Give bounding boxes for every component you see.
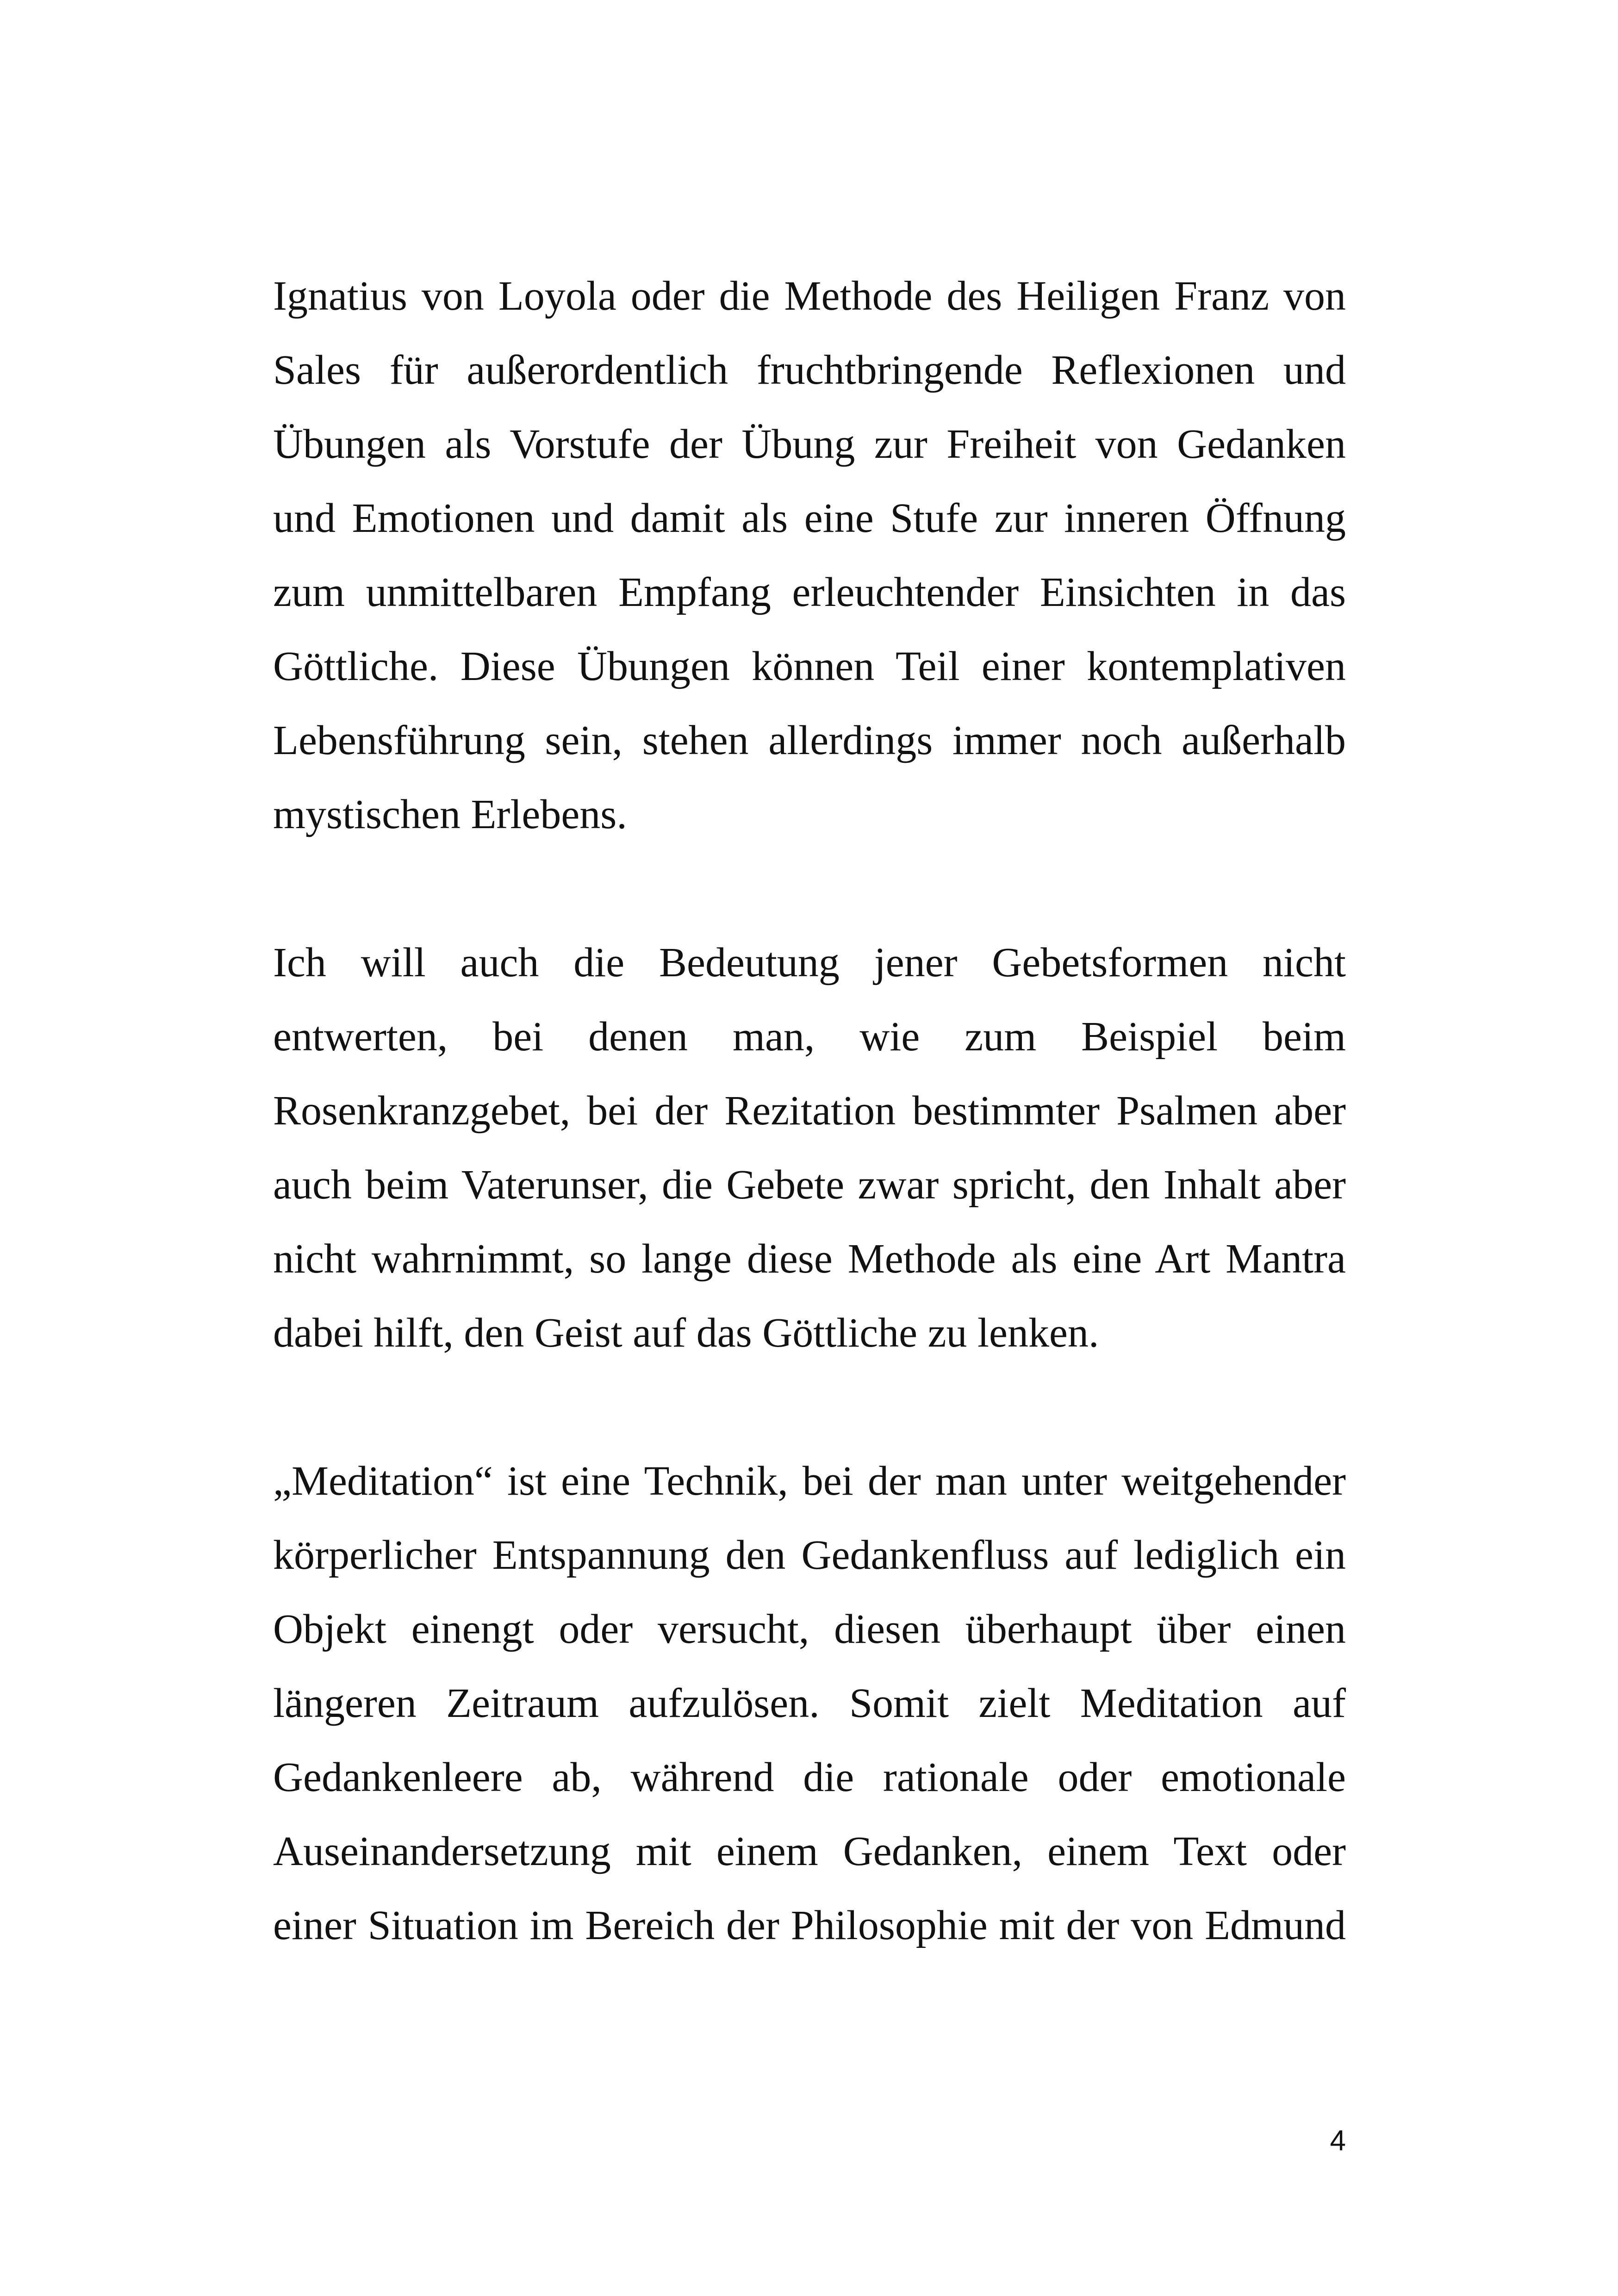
text-line: auch beim Vaterunser, die Gebete zwar spricht, den Inhalt aber	[273, 1162, 1346, 1208]
text-line: entwerten, bei denen man, wie zum Beispiel beim	[273, 1014, 1346, 1060]
text-line: Göttliche. Diese Übungen können Teil einer kontemplativen	[273, 643, 1346, 689]
text-line: Lebensführung sein, stehen allerdings immer noch außerhalb	[273, 718, 1346, 763]
paragraph-3	[273, 1444, 1346, 1963]
text-line: „Meditation“ ist eine Technik, bei der man unter weitgehender	[273, 1458, 1346, 1504]
text-line: zum unmittelbaren Empfang erleuchtender Einsichten in das	[273, 569, 1346, 615]
text-line: dabei hilft, den Geist auf das Göttliche zu lenken.	[273, 1310, 1099, 1356]
text-line: nicht wahrnimmt, so lange diese Methode als eine Art Mantra	[273, 1236, 1346, 1282]
text-line: und Emotionen und damit als eine Stufe zur inneren Öffnung	[273, 495, 1346, 541]
text-line: mystischen Erlebens.	[273, 792, 627, 837]
text-line: Auseinandersetzung mit einem Gedanken, einem Text oder	[273, 1828, 1346, 1874]
text-line: Objekt einengt oder versucht, diesen überhaupt über einen	[273, 1606, 1346, 1652]
paragraph-1	[273, 259, 1346, 852]
text-line: Übungen als Vorstufe der Übung zur Freiheit von Gedanken	[273, 421, 1346, 467]
text-line: Gedankenleere ab, während die rationale oder emotionale	[273, 1754, 1346, 1800]
text-line: Sales für außerordentlich fruchtbringende Reflexionen und	[273, 347, 1346, 393]
page-number: 4	[1330, 2125, 1346, 2157]
text-line: Ich will auch die Bedeutung jener Gebetsformen nicht	[273, 940, 1346, 986]
text-line: längeren Zeitraum aufzulösen. Somit zielt Meditation auf	[273, 1680, 1346, 1726]
text-line: Ignatius von Loyola oder die Methode des Heiligen Franz von	[273, 273, 1346, 319]
text-line: Rosenkranzgebet, bei der Rezitation bestimmter Psalmen aber	[273, 1088, 1346, 1134]
body-text	[273, 259, 1346, 2037]
text-line: einer Situation im Bereich der Philosophie mit der von Edmund	[273, 1903, 1346, 1948]
paragraph-2	[273, 926, 1346, 1370]
text-line: körperlicher Entspannung den Gedankenfluss auf lediglich ein	[273, 1532, 1346, 1578]
